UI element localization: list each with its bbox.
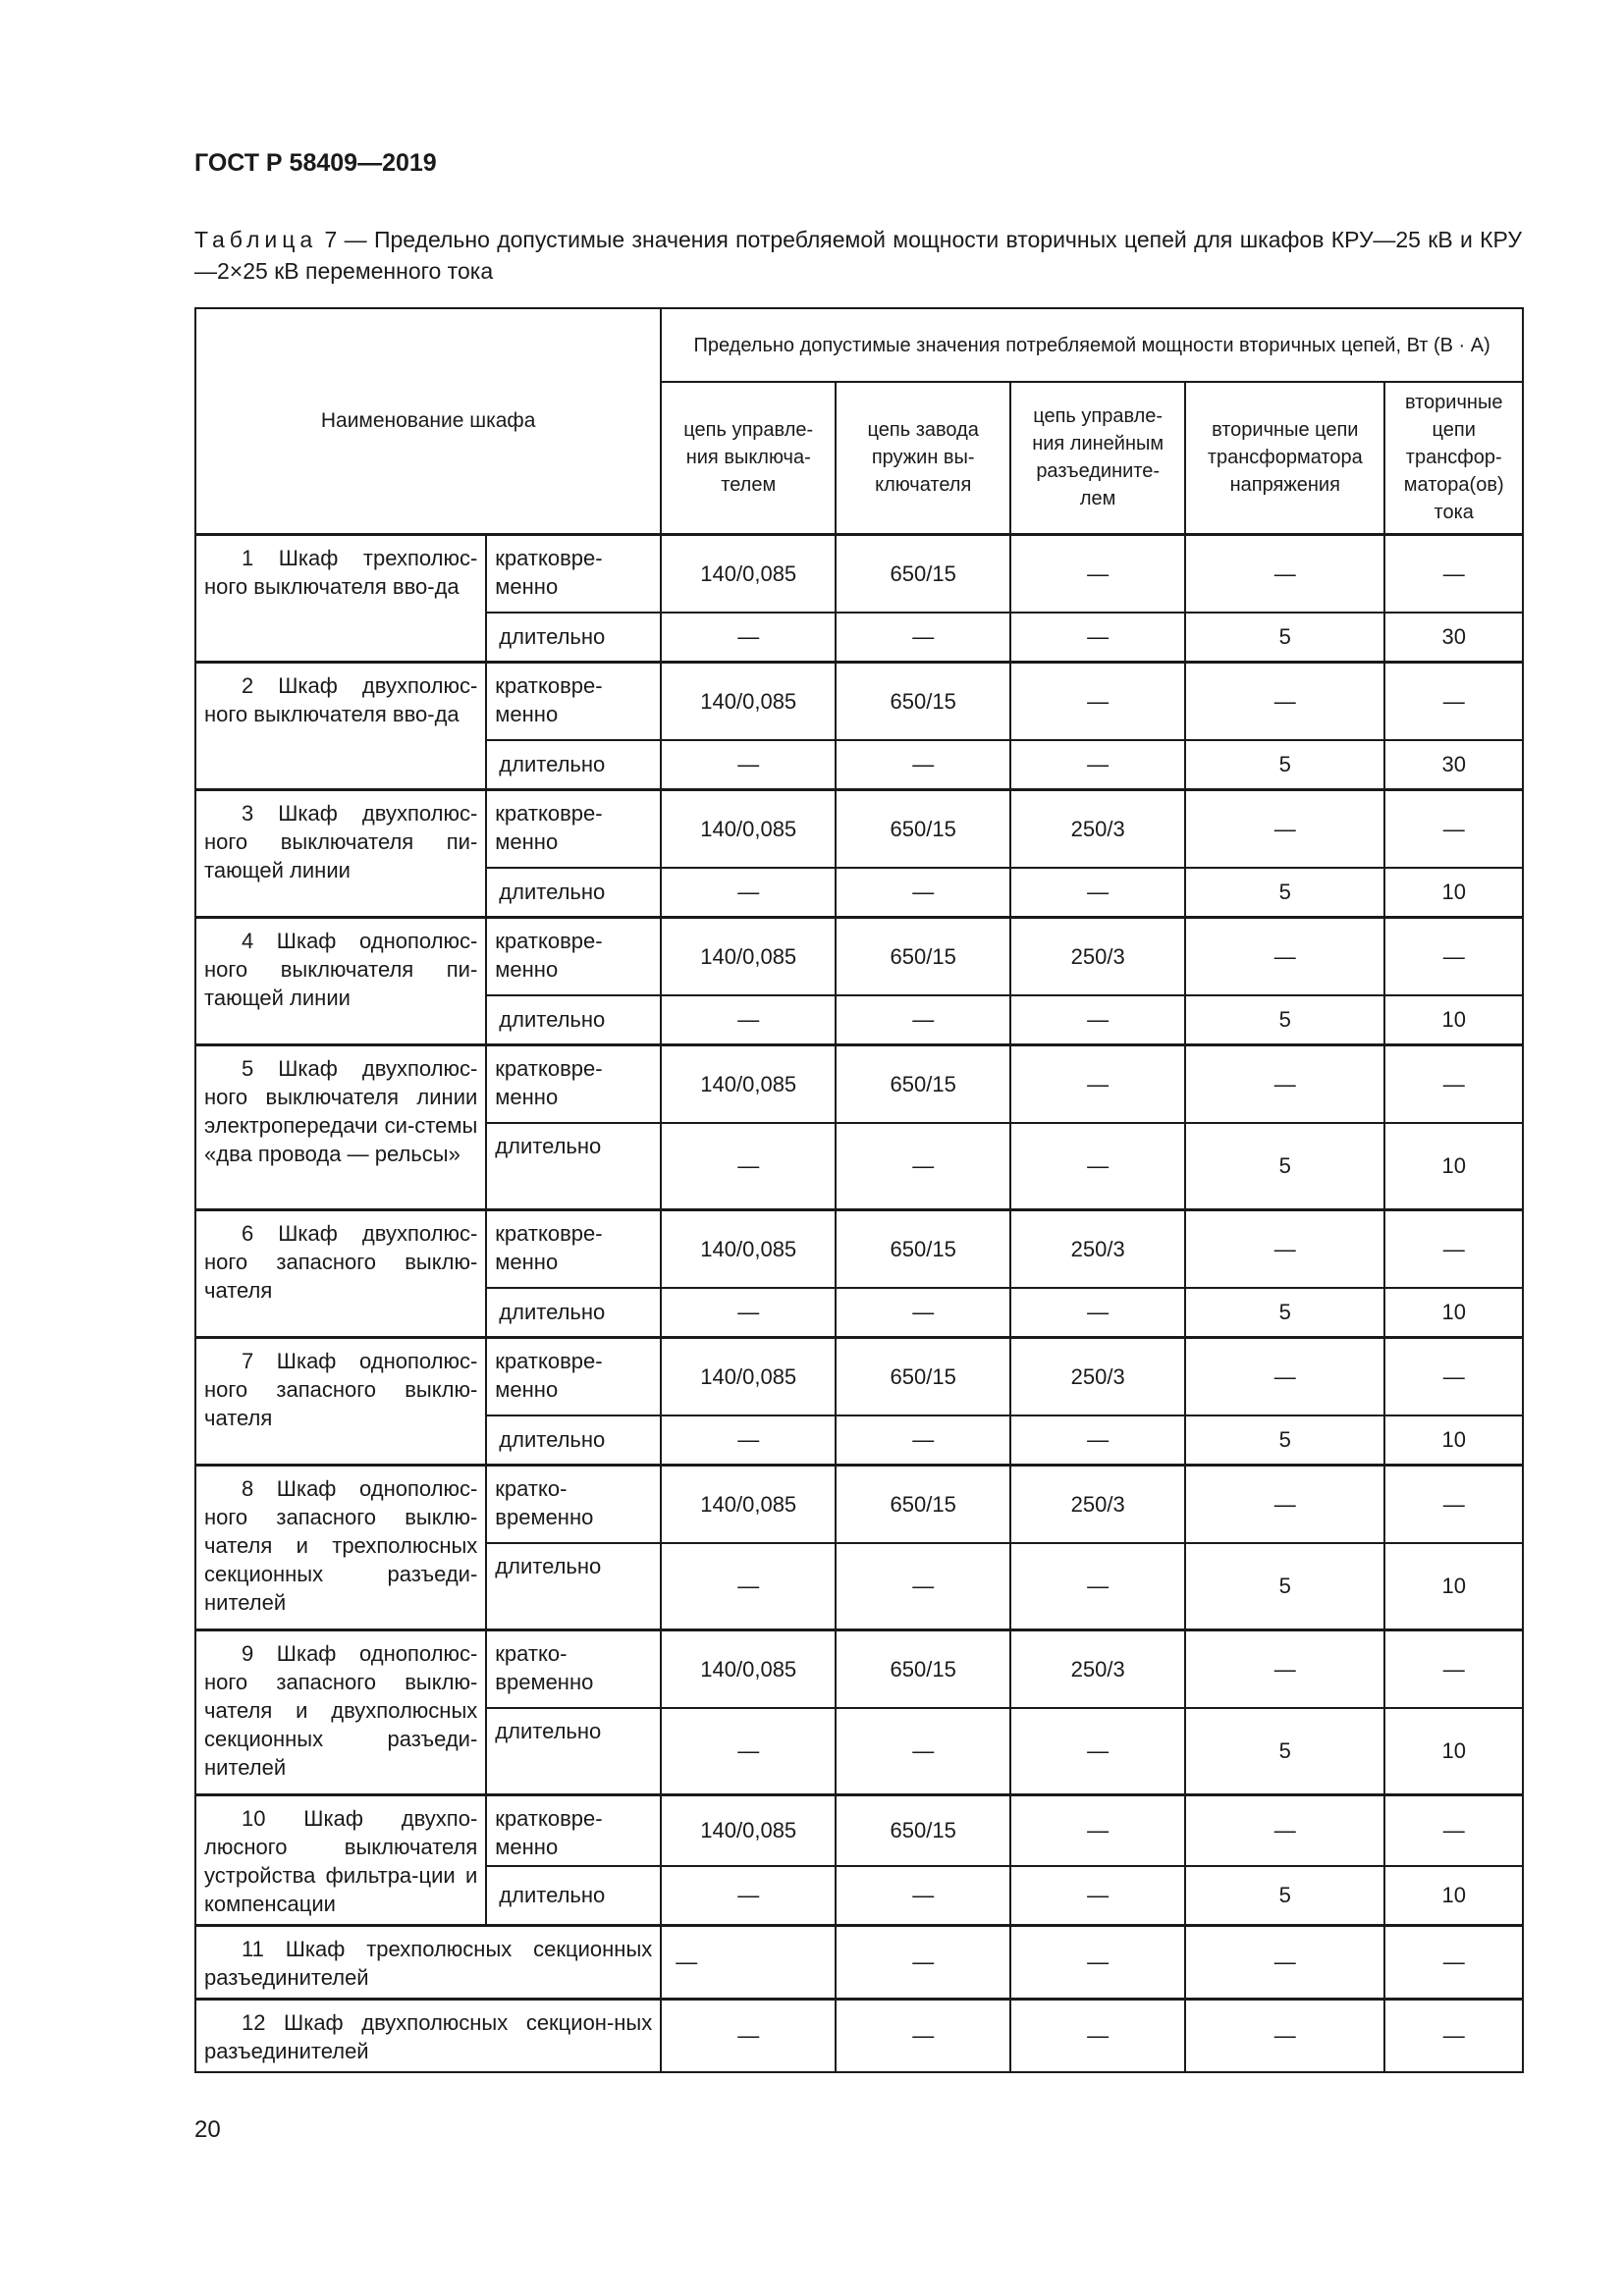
mode-long-term: длительно [486,1543,661,1629]
cabinet-name: 1 Шкаф трехполюс-ного выключателя вво-да [195,534,486,662]
value-cell: — [1185,789,1384,868]
value-cell: — [1185,1794,1384,1866]
mode-short-term: кратковре-менно [486,1044,661,1123]
value-cell: — [1185,1999,1384,2072]
mode-long-term: длительно [486,1288,661,1337]
mode-long-term: длительно [486,868,661,917]
cabinet-name: 5 Шкаф двухполюс-ного выключателя линии электропередачи си-стемы «два провода — рельсы» [195,1044,486,1209]
value-cell: — [1010,1925,1185,1999]
value-cell: 30 [1384,613,1523,662]
table-row [195,1465,1523,1543]
value-cell: 650/15 [836,534,1010,613]
value-cell: 650/15 [836,1209,1010,1288]
value-cell: — [836,1999,1010,2072]
mode-long-term: длительно [486,1415,661,1465]
value-cell: 250/3 [1010,1337,1185,1415]
value-cell: 30 [1384,740,1523,789]
value-cell: 140/0,085 [661,789,836,868]
cabinet-name: 12 Шкаф двухполюсных секцион-ных разъединителей [195,1999,661,2072]
value-cell: 140/0,085 [661,1044,836,1123]
value-cell: 5 [1185,1543,1384,1629]
value-cell: — [661,740,836,789]
value-cell: 650/15 [836,1629,1010,1708]
value-cell: 140/0,085 [661,534,836,613]
cabinet-name: 8 Шкаф однополюс-ного запасного выклю-чателя и трехполюсных секционных разъеди-нителей [195,1465,486,1629]
mode-long-term: длительно [486,613,661,662]
value-cell: — [1384,1465,1523,1543]
caption-text: 7 — Предельно допустимые значения потребляемой мощности вторичных цепей для шкафов КРУ—25 кВ и КРУ—2×25 кВ переменного тока [194,227,1522,284]
table-row [195,1044,1523,1123]
table-row [195,1925,1523,1999]
value-cell: 5 [1185,868,1384,917]
value-cell: — [1384,1337,1523,1415]
mode-long-term: длительно [486,1123,661,1209]
header-cabinet-name: Наименование шкафа [195,308,661,534]
value-cell: — [1185,917,1384,995]
value-cell: — [836,1288,1010,1337]
mode-short-term: кратковре-менно [486,1794,661,1866]
value-cell: 10 [1384,1288,1523,1337]
value-cell: — [1384,1999,1523,2072]
value-cell: — [1010,1044,1185,1123]
value-cell: 250/3 [1010,1209,1185,1288]
value-cell: — [661,1415,836,1465]
mode-short-term: кратко-временно [486,1629,661,1708]
value-cell: — [1185,1209,1384,1288]
value-cell: 140/0,085 [661,1209,836,1288]
value-cell: — [1010,1123,1185,1209]
value-cell: 250/3 [1010,789,1185,868]
cabinet-name: 4 Шкаф однополюс-ного выключателя пи-тающей линии [195,917,486,1044]
cabinet-name: 11 Шкаф трехполюсных секционных разъединителей [195,1925,661,1999]
value-cell: 140/0,085 [661,917,836,995]
cabinet-name: 3 Шкаф двухполюс-ного выключателя пи-тающей линии [195,789,486,917]
value-cell: 5 [1185,995,1384,1044]
header-col-spring-drive: цепь завода пружин вы-ключателя [836,382,1010,534]
value-cell: — [661,613,836,662]
value-cell: — [1010,1794,1185,1866]
power-table [194,307,1524,2073]
cabinet-name: 9 Шкаф однополюс-ного запасного выклю-чателя и двухполюсных секционных разъеди-нителей [195,1629,486,1794]
value-cell: — [1384,1209,1523,1288]
document-code: ГОСТ Р 58409—2019 [194,149,437,177]
value-cell: 10 [1384,1415,1523,1465]
value-cell: — [1384,917,1523,995]
value-cell: 650/15 [836,789,1010,868]
value-cell: 140/0,085 [661,1629,836,1708]
value-cell: — [661,1925,836,1999]
header-col-disconnector-control: цепь управле-ния линейным разъедините-лем [1010,382,1185,534]
table-row [195,1999,1523,2072]
header-col-voltage-transformer: вторичные цепи трансформатора напряжения [1185,382,1384,534]
value-cell: — [1010,1415,1185,1465]
value-cell: — [836,1925,1010,1999]
value-cell: — [1384,789,1523,868]
value-cell: — [1185,1044,1384,1123]
table-caption [194,224,1522,287]
cabinet-name: 2 Шкаф двухполюс-ного выключателя вво-да [195,662,486,789]
mode-short-term: кратковре-менно [486,534,661,613]
table-row [195,1209,1523,1288]
value-cell: 650/15 [836,917,1010,995]
header-col-current-transformer: вторичные цепи трансфор-матора(ов) тока [1384,382,1523,534]
value-cell: — [1185,534,1384,613]
value-cell: — [1010,740,1185,789]
value-cell: — [1010,1999,1185,2072]
value-cell: 10 [1384,868,1523,917]
value-cell: — [1010,662,1185,740]
mode-short-term: кратковре-менно [486,789,661,868]
value-cell: — [1384,1794,1523,1866]
mode-short-term: кратко-временно [486,1465,661,1543]
mode-short-term: кратковре-менно [486,917,661,995]
value-cell: 10 [1384,1866,1523,1925]
value-cell: — [661,995,836,1044]
header-row-1 [195,308,1523,382]
value-cell: — [836,1866,1010,1925]
value-cell: 650/15 [836,662,1010,740]
value-cell: 140/0,085 [661,1465,836,1543]
table-row [195,1337,1523,1415]
mode-long-term: длительно [486,1708,661,1794]
value-cell: — [1010,995,1185,1044]
value-cell: — [1010,1288,1185,1337]
mode-short-term: кратковре-менно [486,662,661,740]
value-cell: — [836,995,1010,1044]
value-cell: 10 [1384,1123,1523,1209]
value-cell: — [661,868,836,917]
value-cell: 10 [1384,1543,1523,1629]
value-cell: — [1185,1925,1384,1999]
table-row [195,917,1523,995]
value-cell: — [836,868,1010,917]
table-row [195,534,1523,613]
mode-long-term: длительно [486,740,661,789]
value-cell: — [836,613,1010,662]
value-cell: — [1384,662,1523,740]
value-cell: 5 [1185,1866,1384,1925]
value-cell: — [1384,1925,1523,1999]
value-cell: — [661,1288,836,1337]
mode-short-term: кратковре-менно [486,1209,661,1288]
value-cell: 5 [1185,1708,1384,1794]
value-cell: 5 [1185,1415,1384,1465]
header-col-breaker-control: цепь управле-ния выключа-телем [661,382,836,534]
value-cell: — [661,1866,836,1925]
table-row [195,662,1523,740]
value-cell: 140/0,085 [661,1794,836,1866]
value-cell: 140/0,085 [661,662,836,740]
value-cell: — [836,740,1010,789]
value-cell: — [661,1999,836,2072]
value-cell: — [1010,1543,1185,1629]
cabinet-name: 6 Шкаф двухполюс-ного запасного выклю-чателя [195,1209,486,1337]
cabinet-name: 10 Шкаф двухпо-люсного выключателя устройства фильтра-ции и компенсации [195,1794,486,1925]
value-cell: 250/3 [1010,1629,1185,1708]
value-cell: — [1185,1465,1384,1543]
mode-long-term: длительно [486,995,661,1044]
cabinet-name: 7 Шкаф однополюс-ного запасного выклю-чателя [195,1337,486,1465]
mode-long-term: длительно [486,1866,661,1925]
value-cell: — [1185,662,1384,740]
value-cell: — [1185,1629,1384,1708]
value-cell: — [1010,1866,1185,1925]
caption-label: Таблица [194,227,318,252]
value-cell: 250/3 [1010,1465,1185,1543]
value-cell: — [1384,1044,1523,1123]
value-cell: — [1010,613,1185,662]
value-cell: 250/3 [1010,917,1185,995]
value-cell: — [661,1708,836,1794]
value-cell: 5 [1185,1123,1384,1209]
value-cell: 5 [1185,740,1384,789]
value-cell: — [836,1543,1010,1629]
value-cell: 10 [1384,1708,1523,1794]
page-number: 20 [194,2116,221,2143]
value-cell: 650/15 [836,1794,1010,1866]
value-cell: — [1010,534,1185,613]
header-power-group: Предельно допустимые значения потребляемой мощности вторичных цепей, Вт (В · А) [661,308,1523,382]
value-cell: — [1010,1708,1185,1794]
value-cell: — [661,1543,836,1629]
value-cell: — [836,1415,1010,1465]
value-cell: — [1384,534,1523,613]
value-cell: 650/15 [836,1465,1010,1543]
value-cell: 650/15 [836,1337,1010,1415]
value-cell: — [1384,1629,1523,1708]
value-cell: — [1185,1337,1384,1415]
value-cell: — [1010,868,1185,917]
table-row [195,789,1523,868]
value-cell: — [836,1123,1010,1209]
table-row [195,1794,1523,1866]
value-cell: — [661,1123,836,1209]
value-cell: 650/15 [836,1044,1010,1123]
value-cell: 5 [1185,613,1384,662]
value-cell: 140/0,085 [661,1337,836,1415]
mode-short-term: кратковре-менно [486,1337,661,1415]
value-cell: — [836,1708,1010,1794]
value-cell: 10 [1384,995,1523,1044]
value-cell: 5 [1185,1288,1384,1337]
table-row [195,1629,1523,1708]
